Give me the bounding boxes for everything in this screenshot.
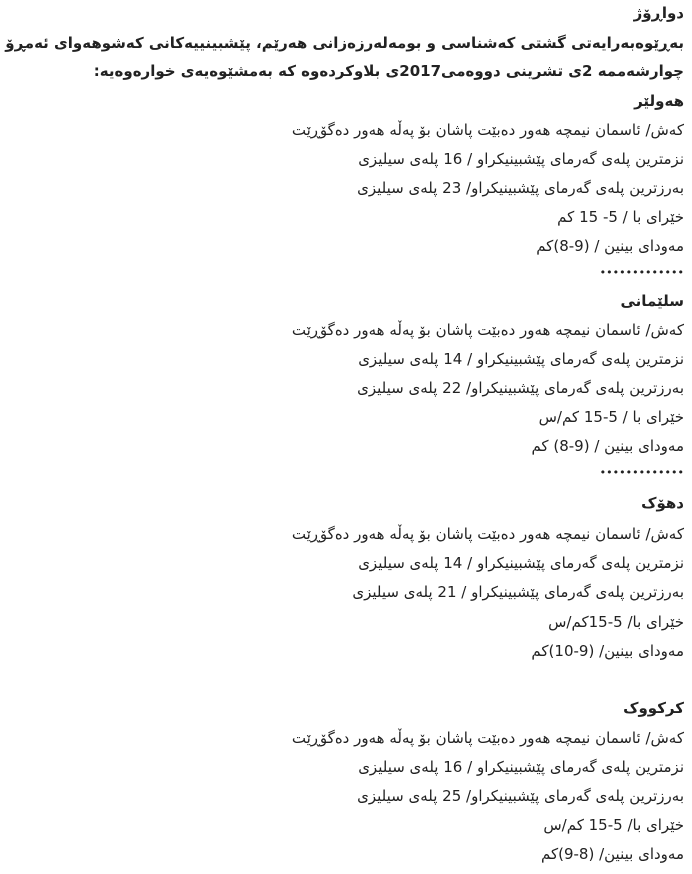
city-heading-sulaimani: سلێمانی: [620, 292, 684, 310]
forecast-visibility: مەودای بینین / (9-8) کم: [531, 437, 684, 455]
separator: •••••••••••••: [599, 466, 684, 479]
forecast-min-temp: نزمترین پلەی گەرمای پێشبینیکراو / 16 پلەی سیلیزی: [358, 150, 684, 168]
forecast-weather: کەش/ ئاسمان نیمچە هەور دەبێت پاشان بۆ پەڵە هەور دەگۆڕێت: [291, 525, 684, 543]
forecast-visibility: مەودای بینین/ (8-9)کم: [540, 845, 684, 863]
forecast-weather: کەش/ ئاسمان نیمچە هەور دەبێت پاشان بۆ پەڵە هەور دەگۆڕێت: [291, 121, 684, 139]
city-heading-kirkuk: کرکووک: [623, 699, 684, 717]
forecast-visibility: مەودای بینین / (9-8)کم: [536, 237, 684, 255]
forecast-wind: خێرای با / 5-15 کم/س: [538, 408, 684, 426]
forecast-visibility: مەودای بینین/ (9-10)کم: [531, 642, 684, 660]
article-title: دواڕۆژ: [633, 4, 684, 22]
forecast-min-temp: نزمترین پلەی گەرمای پێشبینیکراو / 14 پلەی سیلیزی: [358, 554, 684, 572]
forecast-max-temp: بەرزترین پلەی گەرمای پێشبینیکراو/ 22 پلەی سیلیزی: [357, 379, 684, 397]
separator: •••••••••••••: [599, 266, 684, 279]
forecast-weather: کەش/ ئاسمان نیمچە هەور دەبێت پاشان بۆ پەڵە هەور دەگۆڕێت: [291, 729, 684, 747]
forecast-wind: خێرای با/ 5-15کم/س: [548, 613, 684, 631]
forecast-max-temp: بەرزترین پلەی گەرمای پێشبینیکراو / 21 پلەی سیلیزی: [352, 583, 684, 601]
forecast-min-temp: نزمترین پلەی گەرمای پێشبینیکراو / 14 پلەی سیلیزی: [358, 350, 684, 368]
city-heading-erbil: هەولێر: [634, 92, 684, 110]
forecast-wind: خێرای با/ 5-15 کم/س: [543, 816, 684, 834]
forecast-max-temp: بەرزترین پلەی گەرمای پێشبینیکراو/ 25 پلەی سیلیزی: [357, 787, 684, 805]
intro-line-2: چوارشەممە 2ی تشرینی دووەمی2017ی بلاوکردەوە کە بەمشێوەیەی خوارەوەیە:: [93, 62, 684, 80]
forecast-min-temp: نزمترین پلەی گەرمای پێشبینیکراو / 16 پلەی سیلیزی: [358, 758, 684, 776]
forecast-weather: کەش/ ئاسمان نیمچە هەور دەبێت پاشان بۆ پەڵە هەور دەگۆڕێت: [291, 321, 684, 339]
forecast-max-temp: بەرزترین پلەی گەرمای پێشبینیکراو/ 23 پلەی سیلیزی: [357, 179, 684, 197]
intro-line-1: بەڕێوەبەرایەتی گشتی کەشناسی و بومەلەرزەزانی هەرێم، پێشبینییەکانی کەشوهەوای ئەمڕۆ: [5, 34, 684, 52]
forecast-wind: خێرای با / 5- 15 کم: [557, 208, 684, 226]
city-heading-duhok: دهۆک: [641, 494, 684, 512]
